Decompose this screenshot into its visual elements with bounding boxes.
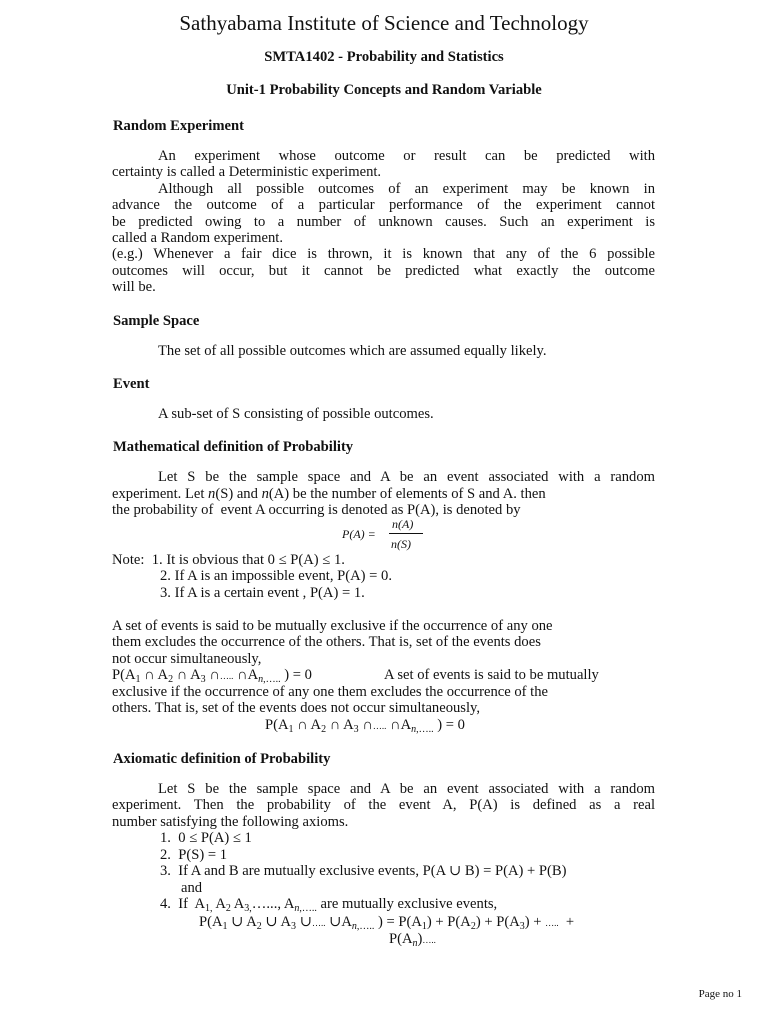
heading-sample-space: Sample Space: [113, 313, 200, 329]
mutually-exclusive-line2: them excludes the occurrence of the others. That is, set of the events does: [112, 634, 541, 650]
re-p3-line3: will be.: [112, 279, 156, 295]
re-p2-line3: be predicted owing to a number of unknown causes. Such an experiment is: [112, 214, 655, 230]
mutually-exclusive-line1: A set of events is said to be mutually exclusive if the occurrence of any one: [112, 618, 553, 634]
re-p1-line2: certainty is called a Deterministic experiment.: [112, 164, 382, 180]
re-p2-line1: Although all possible outcomes of an experiment may be known in: [158, 181, 655, 197]
axiom-2: 2. P(S) = 1: [160, 847, 228, 863]
axiom-1: 1. 0 ≤ P(A) ≤ 1: [160, 830, 252, 846]
note-3: 3. If A is a certain event , P(A) = 1.: [160, 585, 365, 601]
note-1: Note: 1. It is obvious that 0 ≤ P(A) ≤ 1.: [112, 552, 345, 568]
re-p3-line1: (e.g.) Whenever a fair dice is thrown, it is known that any of the 6 possible: [112, 246, 655, 262]
math-def-line3: the probability of event A occurring is denoted as P(A), is denoted by: [112, 502, 521, 518]
intersection-equation-1: $P(A_1$ ∩ $A_2$ ∩ $A_3$ ∩….. $\cap A_{n,\dots..}$ ) = 0: [112, 667, 312, 685]
unit-title: Unit-1 Probability Concepts and Random Variable: [226, 82, 542, 98]
math-def-line2: experiment. Let n(S) and n(A) be the number of elements of S and A. then: [112, 486, 546, 502]
heading-random-experiment: Random Experiment: [113, 118, 244, 134]
formula-denominator: n(S): [391, 537, 411, 551]
axiom-3: 3. If A and B are mutually exclusive events, P(A ∪ B) = P(A) + P(B): [160, 863, 567, 879]
intersection-equation-2: $P(A_1$ ∩ $A_2$ ∩ $A_3$ ∩….. $\cap A_{n,\dots..}$ ) = 0: [265, 717, 465, 735]
page-title: Sathyabama Institute of Science and Technology: [179, 11, 589, 35]
axiom-4: 4. If $A_{1,}$ $A_2$ $A_{3,}\dots$..., $A_{n,\dots..}$ are mutually exclusive events,: [160, 896, 498, 914]
re-p1-line1: An experiment whose outcome or result can be predicted with: [158, 148, 655, 164]
fraction-bar: [389, 533, 423, 534]
page-number: Page no 1: [698, 987, 742, 1000]
note-2: 2. If A is an impossible event, P(A) = 0.: [160, 568, 392, 584]
formula-lhs: P(A) =: [342, 527, 376, 541]
re-p2-line4: called a Random experiment.: [112, 230, 284, 246]
event-text: A sub-set of S consisting of possible outcomes.: [158, 406, 434, 422]
math-def-line1: Let S be the sample space and A be an event associated with a random: [158, 469, 655, 485]
re-p3-line2: outcomes will occur, but it cannot be predicted what exactly the outcome: [112, 263, 655, 279]
mutually-exclusive-line3: not occur simultaneously,: [112, 651, 262, 667]
axiomatic-line1: Let S be the sample space and A be an event associated with a random: [158, 781, 655, 797]
heading-event: Event: [113, 376, 150, 392]
axiom-3-and: and: [181, 880, 203, 896]
union-equation-cont: $P(A_n)\dots$..: [389, 931, 436, 949]
union-equation: $P(A_1$ ∪ $A_2$ ∪ $A_3$ ∪….. $\cup A_{n,\dots..}$ ) = $P(A_1) + P(A_2) + P(A_3)$ + ….. +: [199, 914, 575, 932]
axiomatic-line3: number satisfying the following axioms.: [112, 814, 349, 830]
mutually-exclusive-line4: A set of events is said to be mutually: [384, 667, 599, 683]
course-title: SMTA1402 - Probability and Statistics: [264, 49, 504, 65]
formula-numerator: n(A): [392, 517, 414, 531]
heading-math-def: Mathematical definition of Probability: [113, 439, 354, 455]
sample-space-text: The set of all possible outcomes which are assumed equally likely.: [158, 343, 547, 359]
axiomatic-line2: experiment. Then the probability of the event A, P(A) is defined as a real: [112, 797, 655, 813]
heading-axiomatic-def: Axiomatic definition of Probability: [113, 751, 331, 767]
mutually-exclusive-line6: others. That is, set of the events does not occur simultaneously,: [112, 700, 481, 716]
re-p2-line2: advance the outcome of a particular performance of the experiment cannot: [112, 197, 655, 213]
mutually-exclusive-line5: exclusive if the occurrence of any one them excludes the occurrence of the: [112, 684, 548, 700]
